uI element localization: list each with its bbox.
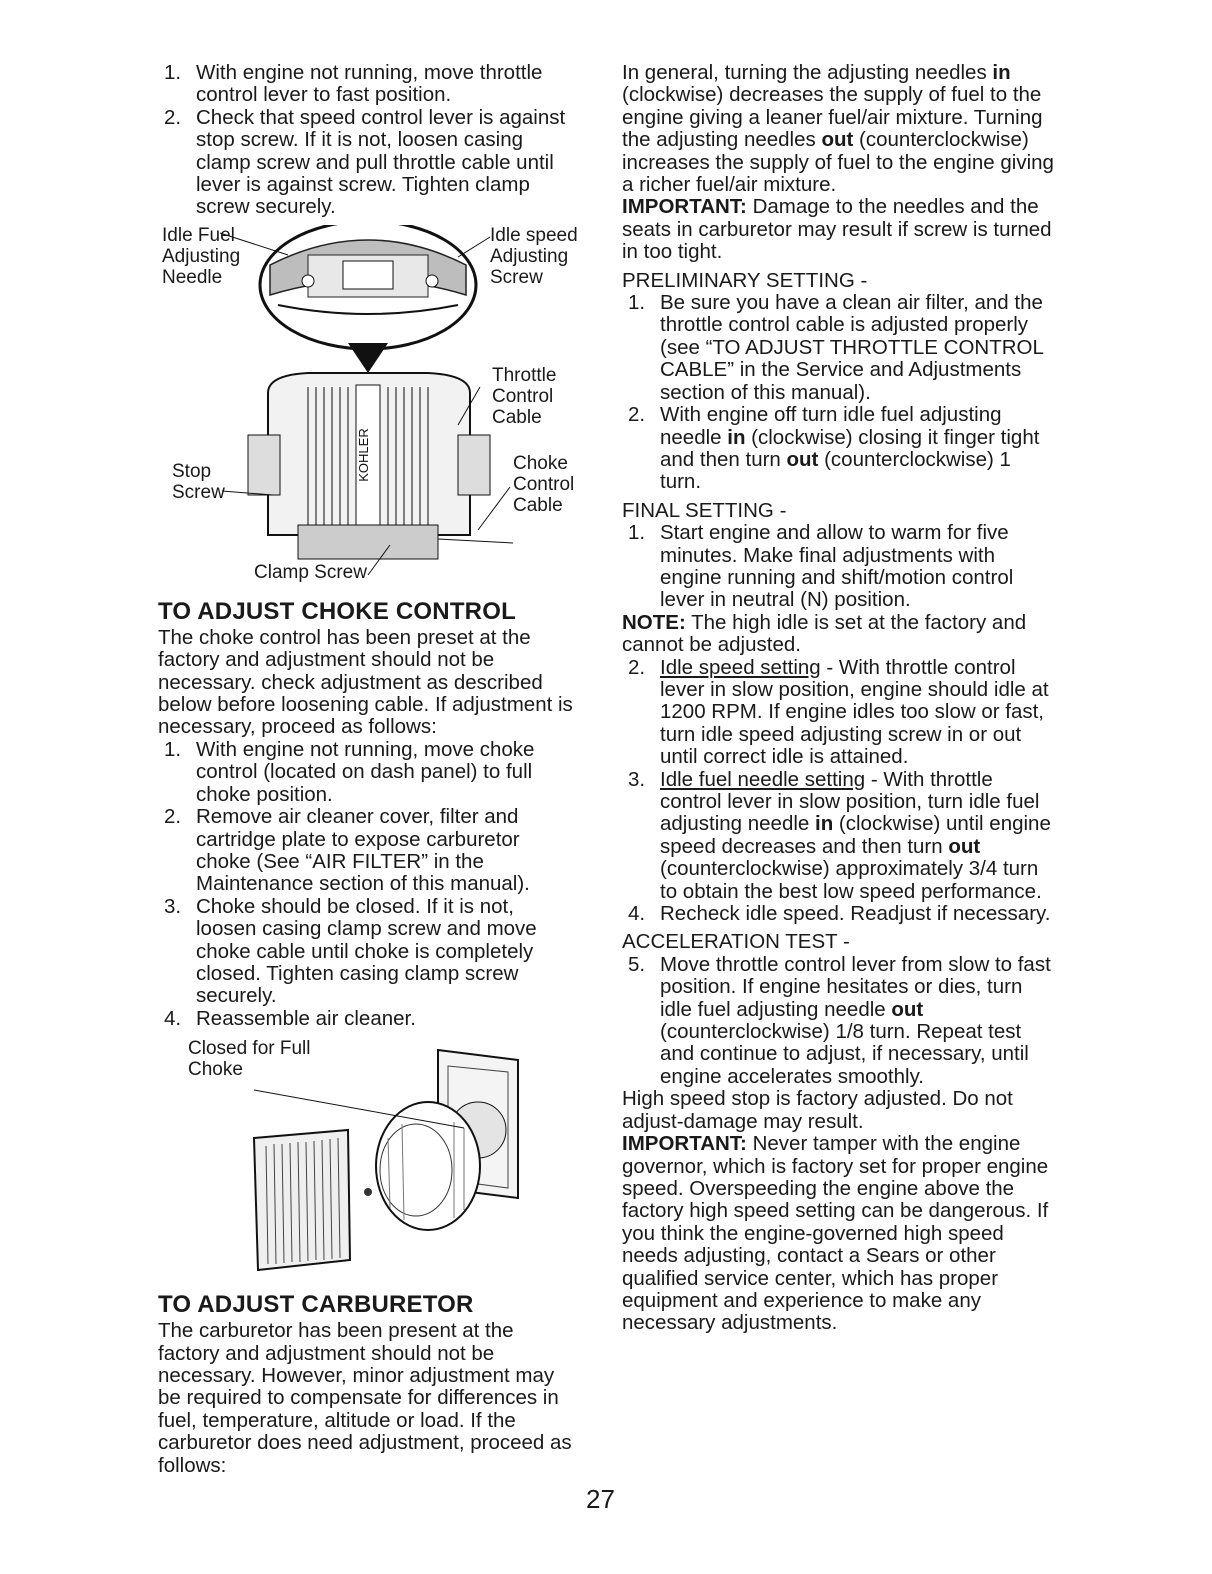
list-item: 2. Check that speed control lever is against stop screw. If it is not, loosen casing clamp screw and pull throttle cable until lever is against screw. Tighten clamp screw securely. (164, 105, 566, 219)
list-item: 2. Remove air cleaner cover, filter and cartridge plate to expose carburetor choke (See “AIR FILTER” in the Maintenance section of this manual). (164, 805, 530, 896)
engine-figure (158, 225, 578, 585)
closed-full-choke-label: Closed for Full Choke (188, 1038, 311, 1081)
carburetor-intro: The carburetor has been present at the factory and adjustment should not be necessary. However, minor adjustment may be required to compensate for differences in fuel, temperature, altitude or load. If the carburetor does need adjustment, proceed as follows: (158, 1319, 572, 1477)
choke-cable-label: Choke Control Cable (513, 452, 575, 516)
choke-intro: The choke control has been preset at the factory and adjustment should not be necessary. check adjustment as described below before loosening cable. If adjustment is necessary, proceed as follows: (158, 625, 573, 739)
list-item: 4. Recheck idle speed. Readjust if necessary. (628, 902, 1051, 926)
list-item: 4. Reassemble air cleaner. (164, 1006, 416, 1030)
list-item: 3. Choke should be closed. If it is not, loosen casing clamp screw and move choke cable until choke is completely closed. Tighten casing clamp screw securely. (164, 894, 537, 1008)
choke-steps (158, 739, 578, 1030)
right-column (622, 62, 1054, 1335)
stop-screw-label: Stop Screw (172, 460, 225, 503)
list-item: 2. With engine off turn idle fuel adjusting needle in (clockwise) closing it finger tight and then turn out (counterclockwise) 1 turn. (628, 403, 1040, 494)
list-item: 2. Idle speed setting - With throttle control lever in slow position, engine should idle at 1200 RPM. If engine idles too slow or fast, turn idle speed adjusting screw in or out until correct idle is attained. (628, 655, 1049, 769)
final-steps-b (622, 657, 1054, 926)
throttle-label: Throttle Control Cable (492, 364, 557, 428)
list-item: 1. With engine not running, move throttle control lever to fast position. (164, 61, 543, 107)
important-note-1: IMPORTANT: Damage to the needles and the seats in carburetor may result if screw is turned in too tight. (622, 195, 1052, 264)
list-item: 1. With engine not running, move choke control (located on dash panel) to full choke position. (164, 737, 535, 806)
left-column (158, 62, 578, 1477)
list-item: 1. Be sure you have a clean air filter, and the throttle control cable is adjusted properly (see “TO ADJUST THROTTLE CONTROL CABLE” in the Service and Adjustments section of this manual). (628, 291, 1044, 404)
list-item: 5. Move throttle control lever from slow to fast position. If engine hesitates or dies, turn idle fuel adjusting needle out (counterclockwise) 1/8 turn. Repeat test and continue to adjust, if necessary, until engine accelerates smoothly. (628, 952, 1051, 1088)
brand-label: KOHLER (356, 428, 371, 482)
list-item: 3. Idle fuel needle setting - With throttle control lever in slow position, turn idle fuel adjusting needle in (clockwise) until engine speed decreases and then turn out (counterclockwise) approximately 3/4 turn to obtain the best low speed performance. (628, 767, 1051, 903)
intro-steps (158, 62, 578, 219)
general-paragraph: In general, turning the adjusting needles in (clockwise) decreases the supply of fuel to the engine giving a leaner fuel/air mixture. Turning the adjusting needles out (counterclockwise) increases the supply of fuel to the engine giving a richer fuel/air mixture. (622, 61, 1054, 197)
preliminary-steps (622, 292, 1054, 494)
idle-speed-label: Idle speed Adjusting Screw (490, 224, 578, 288)
acceleration-heading: ACCELERATION TEST - (622, 930, 850, 954)
idle-fuel-label: Idle Fuel Adjusting Needle (162, 224, 241, 288)
final-steps-a (622, 522, 1054, 612)
acceleration-steps (622, 954, 1054, 1088)
clamp-screw-label: Clamp Screw (254, 561, 367, 583)
important-note-2: IMPORTANT: Never tamper with the engine governor, which is factory set for proper engine speed. Overspeeding the engine above the factory high speed setting can be dangerous. If you think the engine-governed high speed needs adjusting, contact a Sears or other qualified service center, which has proper equipment and experience to make any necessary adjustments. (622, 1132, 1049, 1335)
page-number: 27 (586, 1484, 615, 1514)
choke-heading: TO ADJUST CHOKE CONTROL (158, 597, 516, 625)
preliminary-heading: PRELIMINARY SETTING - (622, 268, 868, 292)
air-filter-figure (158, 1038, 578, 1278)
high-speed-note: High speed stop is factory adjusted. Do not adjust-damage may result. (622, 1087, 1013, 1133)
list-item: 1. Start engine and allow to warm for five minutes. Make final adjustments with engine running and shift/motion control lever in neutral (N) position. (628, 521, 1014, 612)
final-heading: FINAL SETTING - (622, 498, 787, 522)
carburetor-heading: TO ADJUST CARBURETOR (158, 1291, 474, 1319)
note: NOTE: The high idle is set at the factory and cannot be adjusted. (622, 610, 1027, 657)
